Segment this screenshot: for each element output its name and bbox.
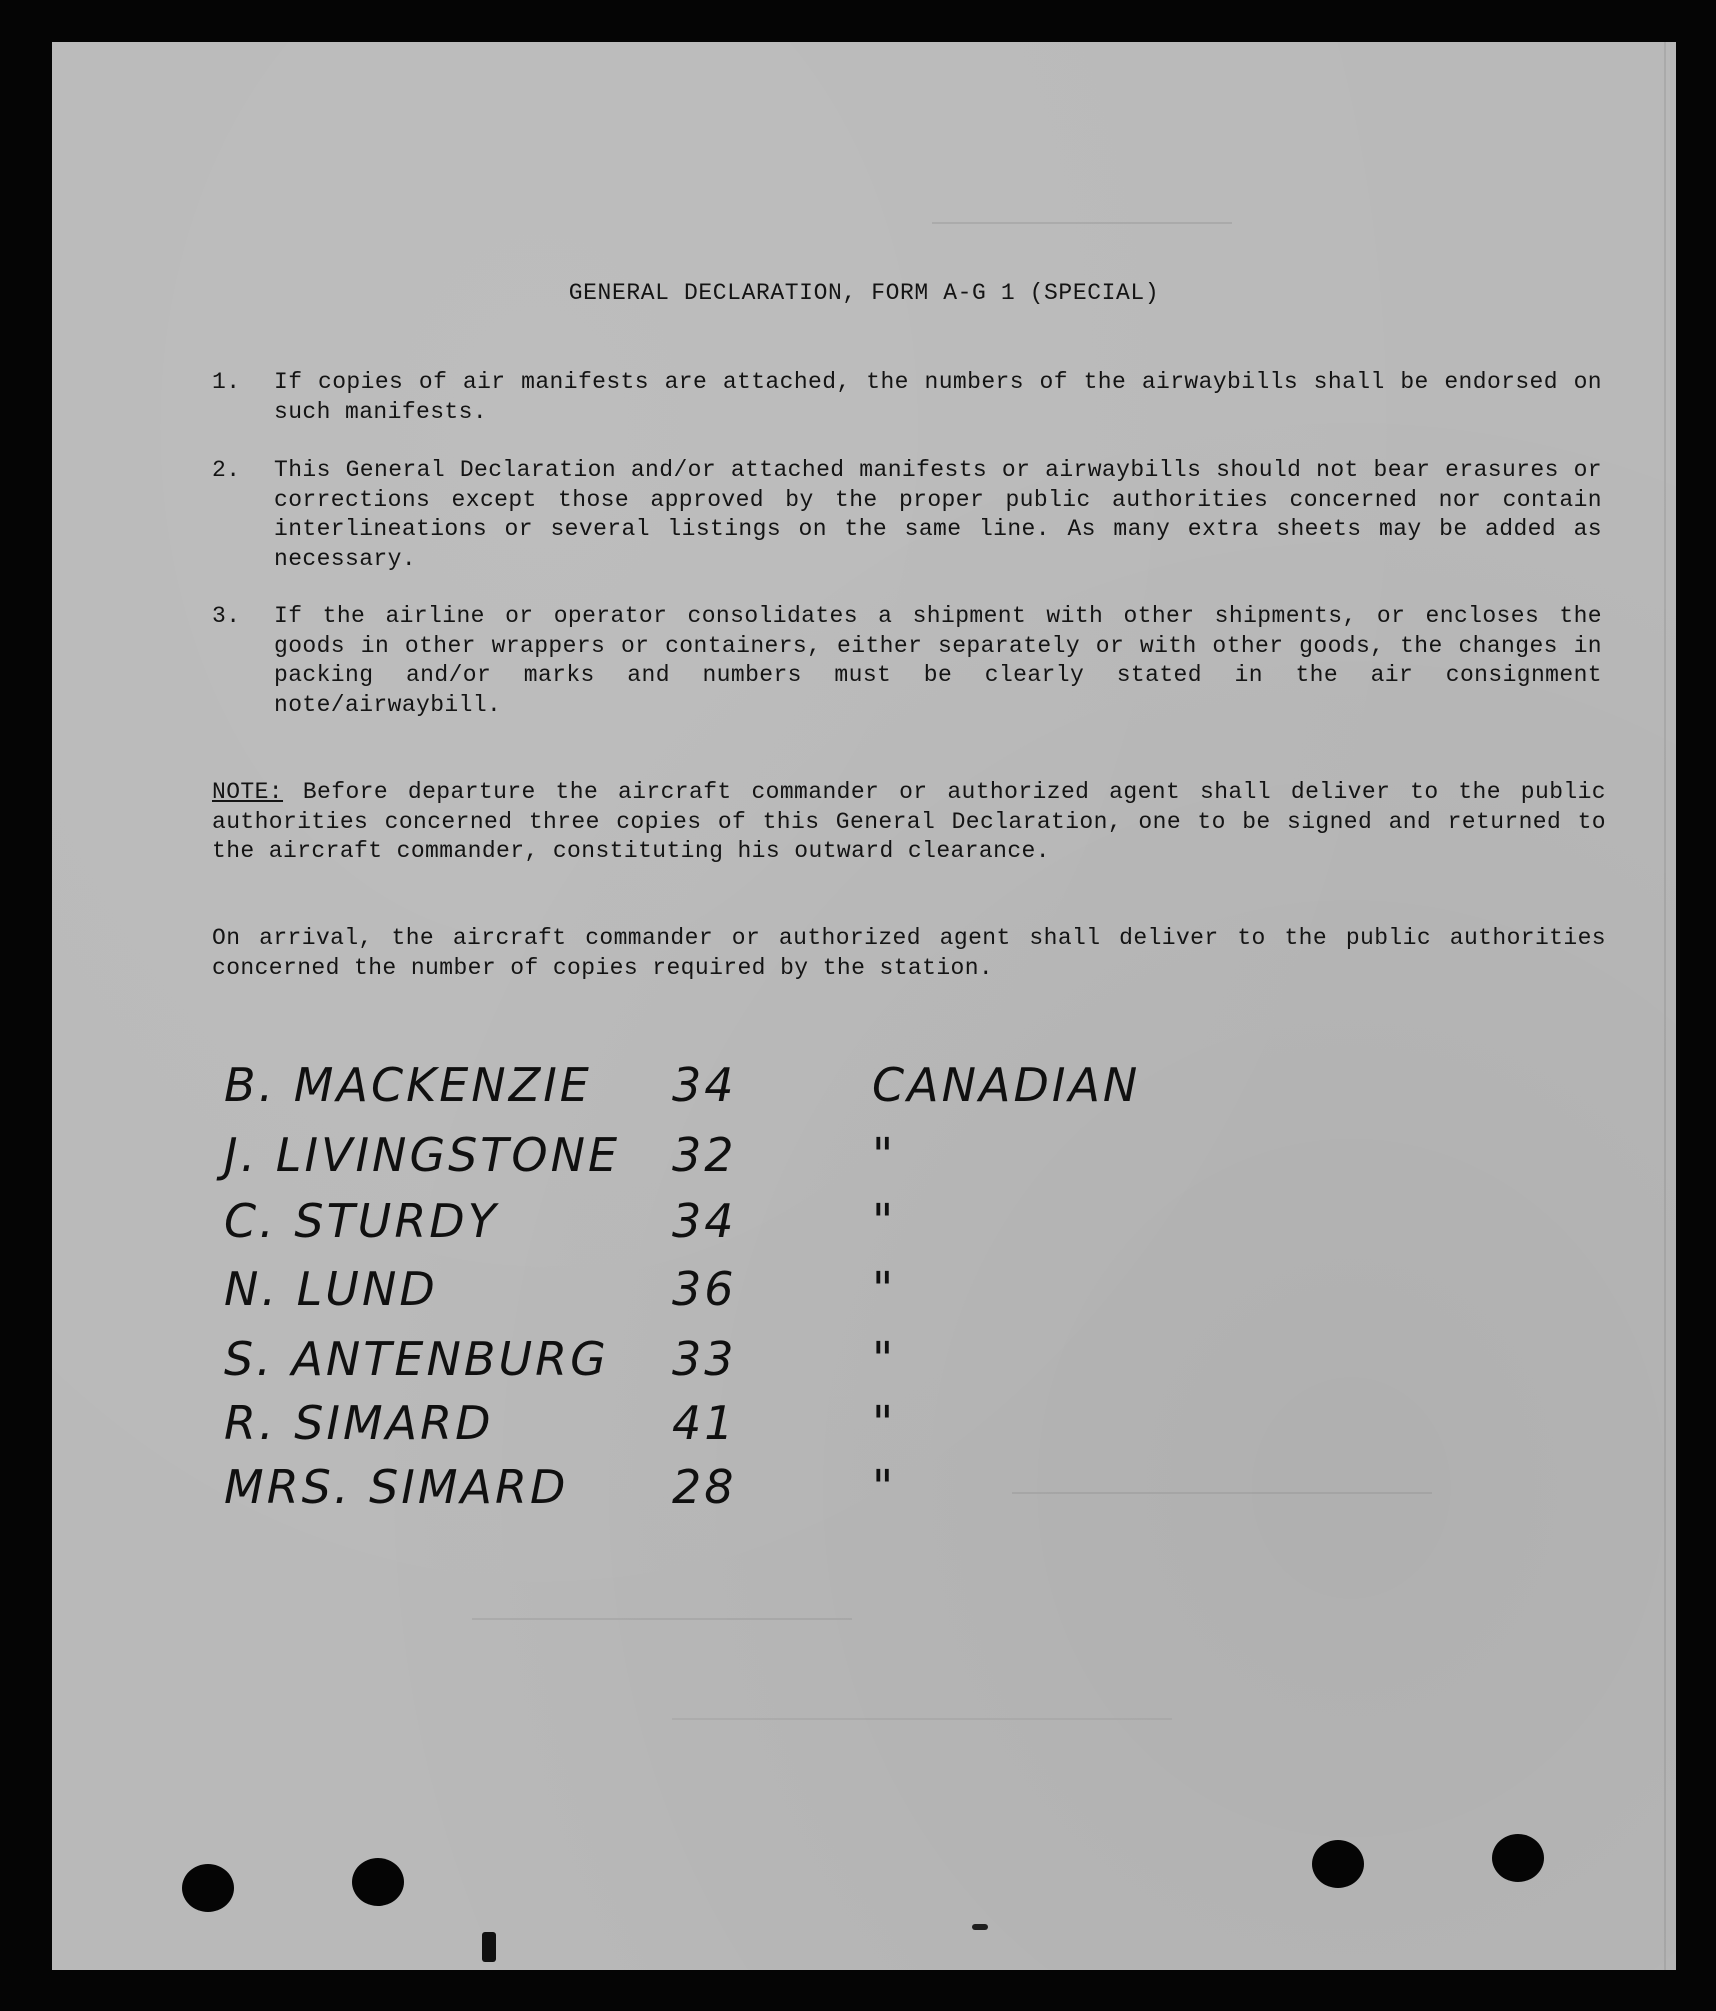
bleed-through-mark bbox=[672, 1692, 1172, 1720]
passenger-name: J. LIVINGSTONE bbox=[224, 1128, 621, 1182]
punch-hole bbox=[182, 1864, 234, 1912]
form-title: GENERAL DECLARATION, FORM A-G 1 (SPECIAL) bbox=[568, 280, 1160, 306]
ink-mark bbox=[972, 1924, 988, 1930]
passenger-nationality: CANADIAN bbox=[872, 1058, 1141, 1112]
passenger-nationality: " bbox=[872, 1460, 897, 1514]
paper-sheet bbox=[52, 42, 1676, 1970]
bleed-through-mark bbox=[932, 192, 1232, 224]
instruction-number: 2. bbox=[212, 457, 241, 483]
passenger-age: 34 bbox=[672, 1194, 737, 1248]
instruction-number: 1. bbox=[212, 369, 241, 395]
note-text: Before departure the aircraft commander or authorized agent shall deliver to the public authorities concerned three copies of this General Declaration, one to be signed and returned to the aircraft commander, constituting his outward clearance. bbox=[212, 779, 1606, 864]
fold-line bbox=[1664, 42, 1666, 1970]
punch-hole bbox=[352, 1858, 404, 1906]
note-label: NOTE: bbox=[212, 779, 284, 805]
passenger-nationality: " bbox=[872, 1332, 897, 1386]
passenger-name: MRS. SIMARD bbox=[224, 1460, 569, 1514]
instruction-text: If copies of air manifests are attached, the numbers of the airwaybills shall be endorsed on such manifests. bbox=[274, 369, 1602, 425]
punch-hole bbox=[1312, 1840, 1364, 1888]
ink-mark bbox=[482, 1932, 496, 1962]
passenger-age: 28 bbox=[672, 1460, 737, 1514]
passenger-age: 36 bbox=[672, 1262, 737, 1316]
bleed-through-mark bbox=[1012, 1462, 1432, 1494]
passenger-name: N. LUND bbox=[224, 1262, 438, 1316]
arrival-paragraph: On arrival, the aircraft commander or authorized agent shall deliver to the public authorities concerned the number of copies required by the station. bbox=[212, 925, 1606, 981]
passenger-age: 32 bbox=[672, 1128, 737, 1182]
passenger-nationality: " bbox=[872, 1128, 897, 1182]
passenger-age: 34 bbox=[672, 1058, 737, 1112]
instruction-text: If the airline or operator consolidates a shipment with other shipments, or encloses the goods in other wrappers or containers, either separately or with other goods, the changes in packing and/or marks and numbers must be clearly stated in the air consignment note/airwaybill. bbox=[274, 603, 1602, 718]
instruction-text: This General Declaration and/or attached manifests or airwaybills should not bear erasures or corrections except those approved by the proper public authorities concerned nor contain interlineations or several listings on the same line. As many extra sheets may be added as necessary. bbox=[274, 457, 1602, 572]
passenger-name: R. SIMARD bbox=[224, 1396, 494, 1450]
bleed-through-mark bbox=[472, 1592, 852, 1620]
passenger-name: B. MACKENZIE bbox=[224, 1058, 592, 1112]
passenger-age: 33 bbox=[672, 1332, 737, 1386]
passenger-name: S. ANTENBURG bbox=[224, 1332, 609, 1386]
passenger-name: C. STURDY bbox=[224, 1194, 499, 1248]
punch-hole bbox=[1492, 1834, 1544, 1882]
passenger-nationality: " bbox=[872, 1262, 897, 1316]
note-paragraph bbox=[212, 778, 1606, 867]
passenger-age: 41 bbox=[672, 1396, 737, 1450]
passenger-nationality: " bbox=[872, 1396, 897, 1450]
instruction-number: 3. bbox=[212, 603, 241, 629]
passenger-nationality: " bbox=[872, 1194, 897, 1248]
